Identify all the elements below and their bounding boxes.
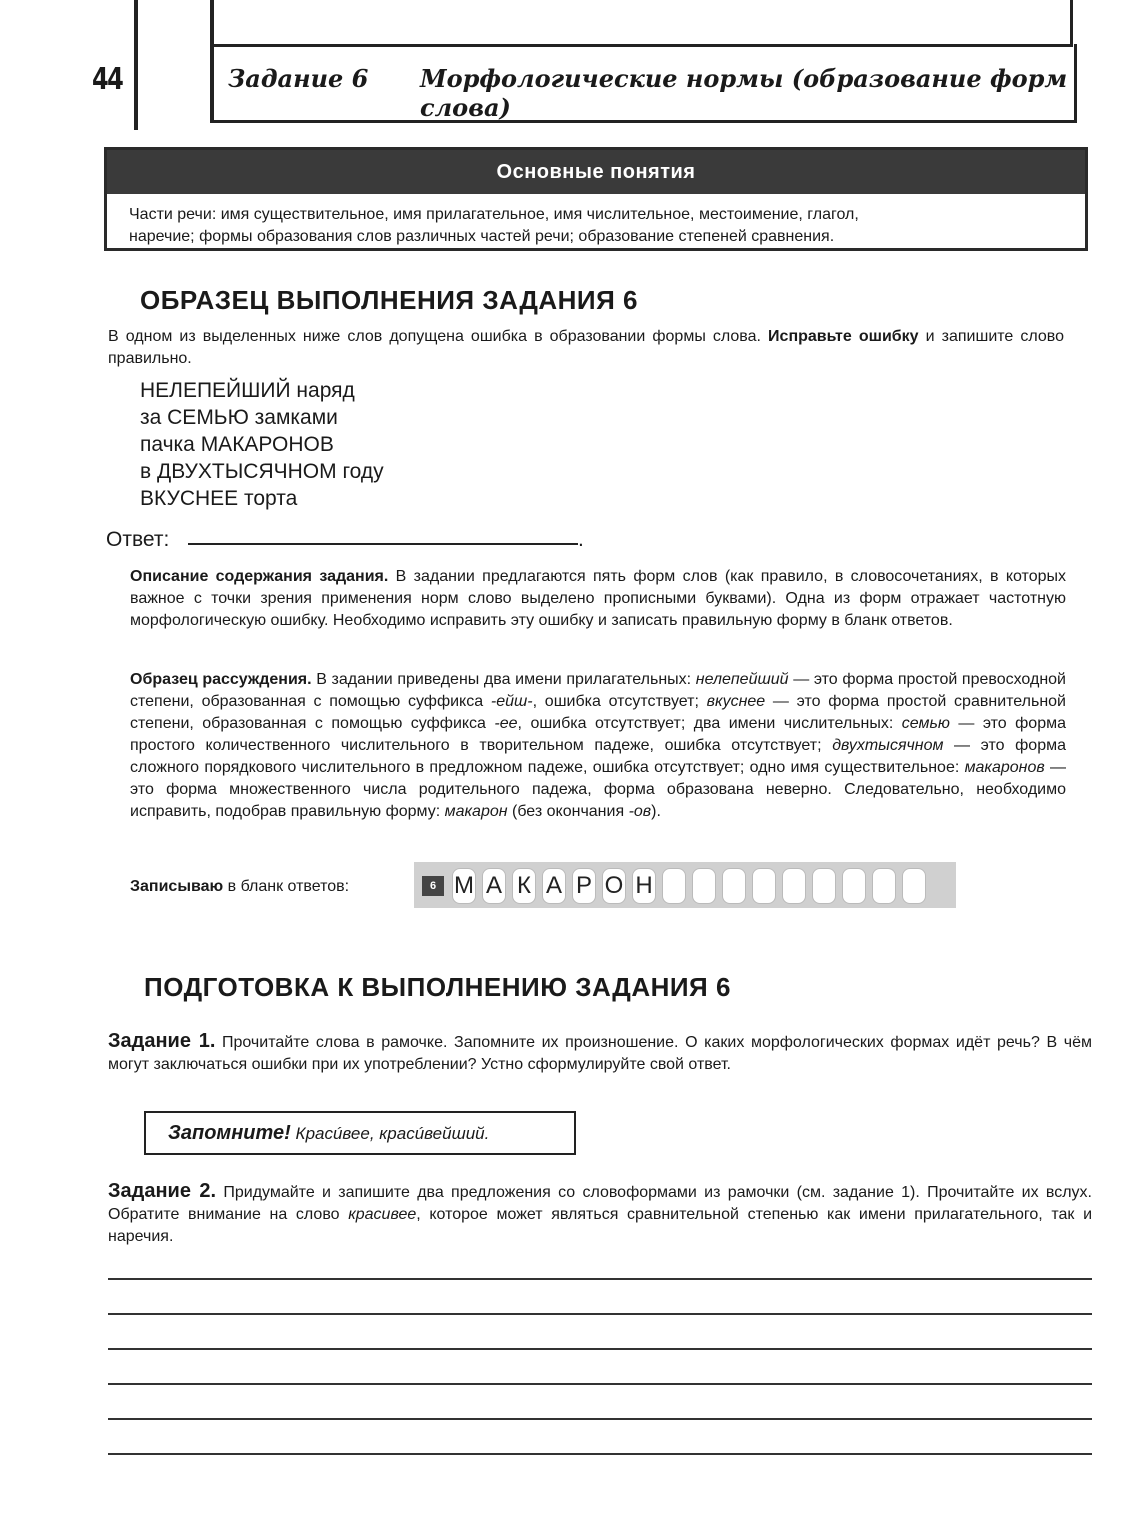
remember-text: Красúвее, красúвейший. <box>295 1124 490 1143</box>
task-2 <box>108 1180 1092 1248</box>
word-item: в ДВУХТЫСЯЧНОМ году <box>140 460 384 483</box>
word-item: пачка МАКАРОНОВ <box>140 433 334 456</box>
remember-box <box>144 1111 576 1155</box>
record-text: в бланк ответов: <box>223 878 350 895</box>
blank-cell[interactable] <box>692 868 716 904</box>
answer-line[interactable] <box>188 543 578 545</box>
reasoning-term: семью <box>901 715 950 732</box>
concepts-line-2: наречие; формы образования слов различных частей речи; образование степеней сравнения. <box>129 228 835 245</box>
reasoning-text: — это форма множественного числа родительного падежа, форма образована неверно. Следовательно, необходимо исправить, подобрав правильную форму: <box>130 759 1066 820</box>
description-text: В задании предлагаются пять форм слов (как правило, в словосочетаниях, в которых важное с точки зрения применения норм слово выделено прописными буквами). Одна из форм отражает частотную морфологическую ошибку. Необходимо исправить эту ошибку и записать правильную форму в бланк ответов. <box>130 568 1066 629</box>
blank-cell[interactable] <box>782 868 806 904</box>
reasoning-text: , ошибка отсутствует; <box>532 693 707 710</box>
instruction-text-a: В одном из выделенных ниже слов допущена ошибка в образовании формы слова. <box>108 328 769 345</box>
blank-cell[interactable]: А <box>542 868 566 904</box>
record-label <box>130 876 349 898</box>
writing-line[interactable] <box>108 1418 1092 1420</box>
page-number: 44 <box>92 62 123 97</box>
word-item: НЕЛЕПЕЙШИЙ наряд <box>140 379 355 402</box>
answer-blank <box>414 862 956 908</box>
blank-cell[interactable]: Р <box>572 868 596 904</box>
word-item: ВКУСНЕЕ торта <box>140 487 298 510</box>
word-list <box>140 377 384 512</box>
blank-cell[interactable]: М <box>452 868 476 904</box>
blank-cell[interactable]: А <box>482 868 506 904</box>
reasoning-term: вкуснее <box>706 693 766 710</box>
reasoning-text: ). <box>651 803 661 820</box>
reasoning-text: — это форма сложного порядкового числительного в предложном падеже, ошибка отсутствует; одно имя существительное: <box>130 737 1066 776</box>
blank-cell[interactable]: Н <box>632 868 656 904</box>
task-2-text-a: Придумайте и запишите два предложения со словоформами из рамочки (см. задание 1). Прочитайте их вслух. Обратите внимание на слово <box>108 1184 1092 1223</box>
margin-rule <box>134 0 138 130</box>
blank-cell[interactable] <box>722 868 746 904</box>
word-item: за СЕМЬЮ замками <box>140 406 338 429</box>
instruction-text-b: и запишите слово правильно. <box>108 328 1065 367</box>
instruction-bold: Исправьте ошибку <box>768 328 919 345</box>
blank-cell[interactable] <box>902 868 926 904</box>
record-bold: Записываю <box>130 878 224 895</box>
header-frame-right <box>1070 0 1073 44</box>
blank-cell[interactable] <box>662 868 686 904</box>
prep-heading: ПОДГОТОВКА К ВЫПОЛНЕНИЮ ЗАДАНИЯ 6 <box>144 972 731 1002</box>
reasoning-bold: Образец рассуждения. <box>130 671 312 688</box>
concepts-text <box>129 204 1065 248</box>
task-description <box>130 566 1066 632</box>
blank-cell[interactable]: К <box>512 868 536 904</box>
reasoning-term: двухтысячном <box>832 737 944 754</box>
blank-cell[interactable] <box>812 868 836 904</box>
task-label: Задание 6 <box>228 64 369 93</box>
task-1-text: Прочитайте слова в рамочке. Запомните их произношение. О каких морфологических формах идёт речь? В чём могут заключаться ошибки при их употреблении? Устно сформулируйте свой ответ. <box>108 1034 1092 1073</box>
task-2-text-b: , которое может являться сравнительной степенью как имени прилагательного, так и наречия. <box>108 1206 1093 1245</box>
concepts-line-1: Части речи: имя существительное, имя прилагательное, имя числительное, местоимение, глагол, <box>129 206 859 223</box>
reasoning-text: , ошибка отсутствует; два имени числительных: <box>517 715 902 732</box>
reasoning-text: (без окончания <box>507 803 629 820</box>
blank-cell[interactable] <box>752 868 776 904</box>
concepts-box <box>104 147 1088 251</box>
writing-line[interactable] <box>108 1453 1092 1455</box>
reasoning-term: -ее <box>494 715 518 732</box>
concepts-heading: Основные понятия <box>107 150 1085 194</box>
reasoning-term: макарон <box>444 803 508 820</box>
blank-cell[interactable] <box>872 868 896 904</box>
task-title: Морфологические нормы (образование форм слова) <box>420 64 1068 122</box>
task-1-label: Задание 1. <box>108 1030 216 1052</box>
reasoning-text: В задании приведены два имени прилагательных: <box>311 671 696 688</box>
header-frame-left <box>210 0 214 44</box>
reasoning-term: -ейш- <box>490 693 533 710</box>
reasoning-text: — это форма простого количественного числительного в творительном падеже, ошибка отсутствует; <box>130 715 1066 754</box>
reasoning-text: — это форма простой превосходной степени, образованная с помощью суффикса <box>130 671 1066 710</box>
blank-cell[interactable]: О <box>602 868 626 904</box>
answer-dot: . <box>578 528 584 551</box>
writing-line[interactable] <box>108 1348 1092 1350</box>
sample-instruction <box>108 326 1064 370</box>
task-2-word: красивее <box>348 1206 417 1223</box>
task-1 <box>108 1030 1092 1076</box>
reasoning-term: нелепейший <box>695 671 789 688</box>
sample-heading: ОБРАЗЕЦ ВЫПОЛНЕНИЯ ЗАДАНИЯ 6 <box>140 285 638 315</box>
answer-label: Ответ: <box>106 528 170 551</box>
blank-number: 6 <box>422 876 444 896</box>
remember-label: Запомните! <box>168 1122 291 1144</box>
reasoning-term: макаронов <box>964 759 1045 776</box>
remember-content <box>168 1122 489 1145</box>
reasoning-term: -ов <box>628 803 652 820</box>
description-bold: Описание содержания задания. <box>130 568 389 585</box>
writing-line[interactable] <box>108 1383 1092 1385</box>
reasoning-text: — это форма простой сравнительной степени, образованная с помощью суффикса <box>130 693 1066 732</box>
writing-line[interactable] <box>108 1313 1092 1315</box>
blank-cell[interactable] <box>842 868 866 904</box>
writing-line[interactable] <box>108 1278 1092 1280</box>
task-2-label: Задание 2. <box>108 1180 217 1202</box>
reasoning <box>130 669 1066 823</box>
